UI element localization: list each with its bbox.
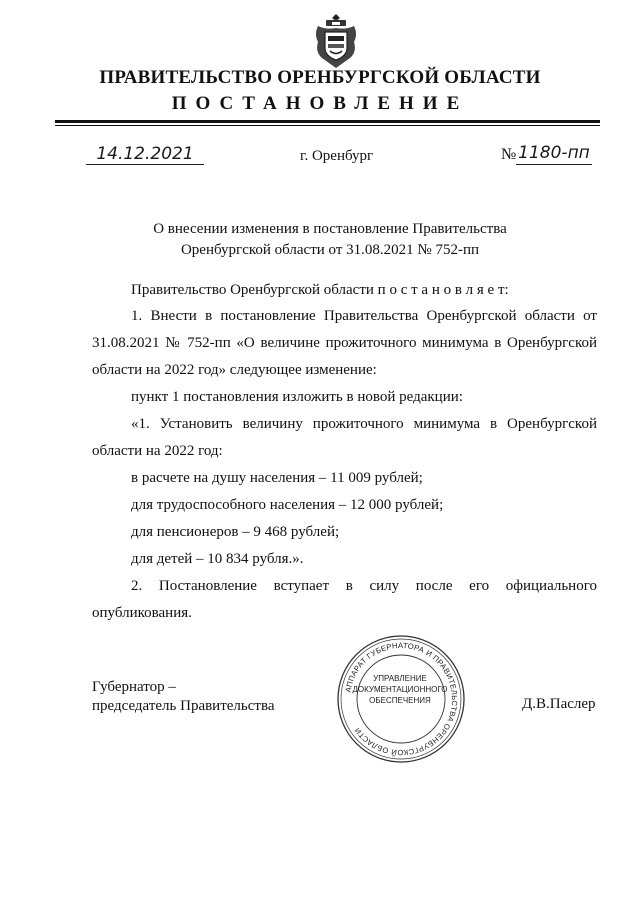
paragraph-4-line-2: опубликования. <box>92 605 192 621</box>
header-rule-thick <box>55 120 600 123</box>
paragraph-4-line-1: 2. Постановление вступает в силу после его официального <box>131 578 597 594</box>
stamp-inner-line-2: ДОКУМЕНТАЦИОННОГО <box>352 685 448 694</box>
stamp-inner-text <box>345 673 455 706</box>
document-type: ПОСТАНОВЛЕНИЕ <box>171 93 469 114</box>
date-underline <box>86 164 204 165</box>
paragraph-1-line-3: области на 2022 год» следующее изменение: <box>92 362 377 378</box>
subject-line-2: Оренбургской области от 31.08.2021 № 752-пп <box>180 242 480 258</box>
organization-title: ПРАВИТЕЛЬСТВО ОРЕНБУРГСКОЙ ОБЛАСТИ <box>99 67 541 88</box>
subject-line-1: О внесении изменения в постановление Правительства <box>153 221 507 237</box>
paragraph-2: пункт 1 постановления изложить в новой редакции: <box>131 389 463 405</box>
list-item: для трудоспособного населения – 12 000 рублей; <box>131 497 444 513</box>
list-item: для детей – 10 834 рубля.». <box>131 551 304 567</box>
number-label: № <box>501 146 517 163</box>
signatory-name: Д.В.Паслер <box>522 696 596 712</box>
stamp-inner-line-3: ОБЕСПЕЧЕНИЯ <box>369 696 431 705</box>
document-city: г. Оренбург <box>300 148 374 164</box>
signatory-title-line-2: председатель Правительства <box>92 698 275 714</box>
paragraph-1-line-1: 1. Внести в постановление Правительства Оренбургской области от <box>131 308 597 324</box>
stamp-ring-text: АППАРАТ ГУБЕРНАТОРА И ПРАВИТЕЛЬСТВА ОРЕНБУРГСКОЙ ОБЛАСТИ <box>343 640 460 758</box>
document-subject <box>100 219 560 261</box>
paragraph-3-line-1: «1. Установить величину прожиточного минимума в Оренбургской <box>131 416 597 432</box>
intro-paragraph: Правительство Оренбургской области п о с т а н о в л я е т: <box>131 282 509 298</box>
number-underline <box>516 164 592 165</box>
signatory-title-line-1: Губернатор – <box>92 679 176 695</box>
signatory-title <box>92 678 275 716</box>
list-item: для пенсионеров – 9 468 рублей; <box>131 524 340 540</box>
coat-of-arms-icon <box>312 12 360 70</box>
document-date: 14.12.2021 <box>96 144 194 164</box>
document-number: 1180-пп <box>518 143 590 163</box>
header-rule-thin <box>55 125 600 126</box>
list-item: в расчете на душу населения – 11 009 рублей; <box>131 470 423 486</box>
stamp-inner-line-1: УПРАВЛЕНИЕ <box>373 674 427 683</box>
paragraph-3-line-2: области на 2022 год: <box>92 443 223 459</box>
paragraph-1-line-2: 31.08.2021 № 752-пп «О величине прожиточного минимума в Оренбургской <box>92 335 597 351</box>
